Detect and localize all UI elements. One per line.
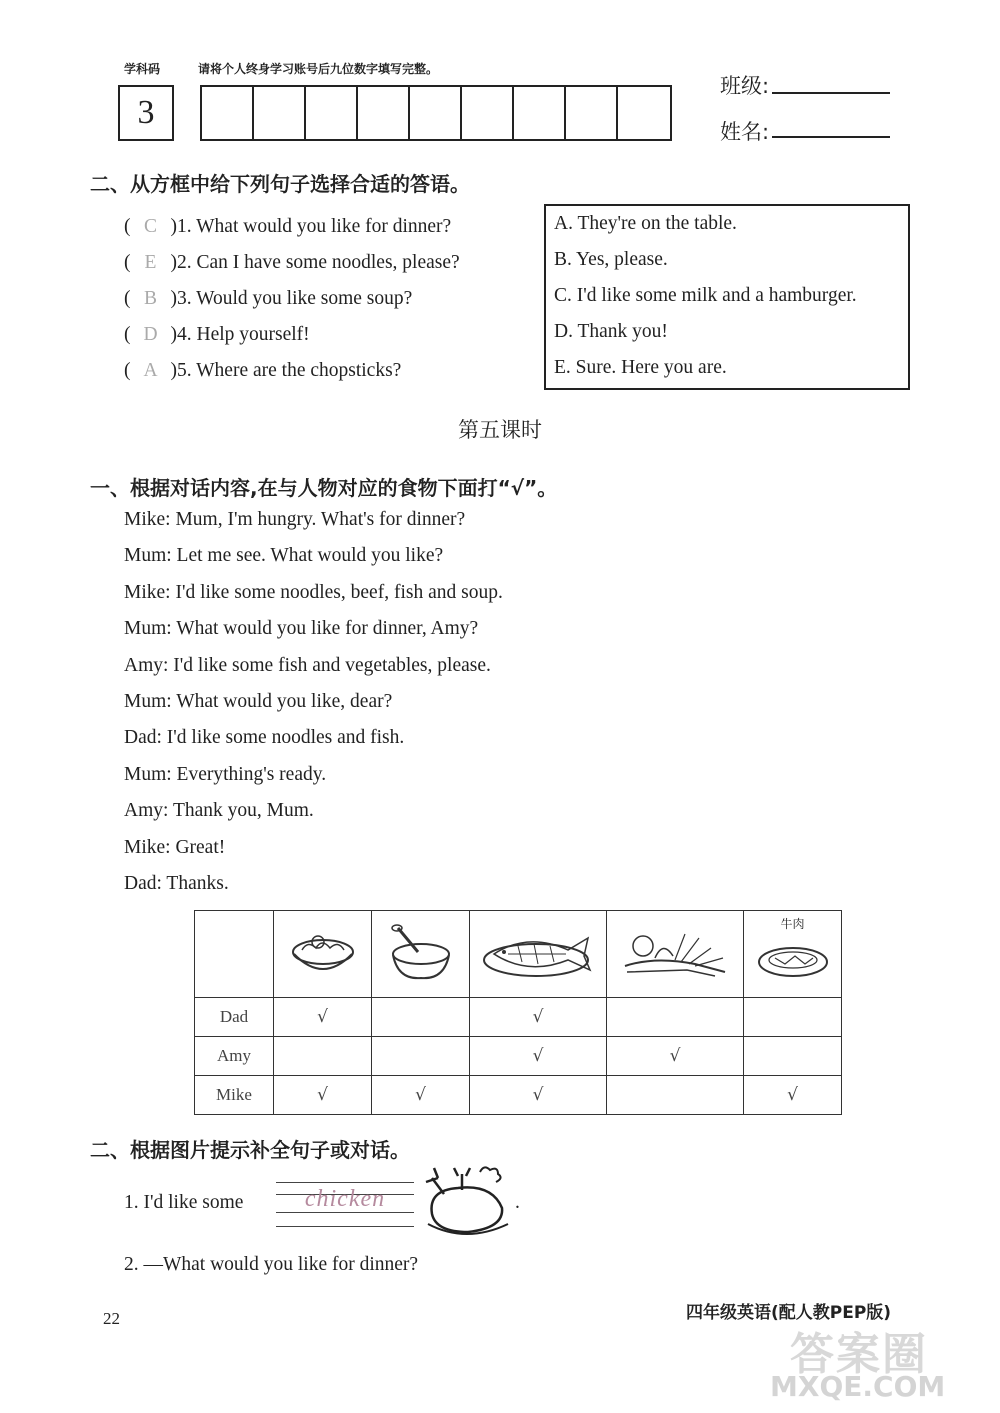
option-c: C. I'd like some milk and a hamburger. xyxy=(554,285,857,306)
option-d: D. Thank you! xyxy=(554,321,668,342)
digit-box[interactable] xyxy=(462,87,514,139)
digit-box[interactable] xyxy=(358,87,410,139)
dialog-line: Mum: Let me see. What would you like? xyxy=(124,545,444,567)
question-text: )3. Would you like some soup? xyxy=(170,288,413,309)
table-row xyxy=(195,1037,842,1076)
dialog-line: Dad: I'd like some noodles and fish. xyxy=(124,727,405,749)
dialog-line: Dad: Thanks. xyxy=(124,872,229,894)
corner-cell xyxy=(195,911,274,998)
mark-cell[interactable]: √ xyxy=(744,1076,842,1115)
section-title-match: 二、从方框中给下列句子选择合适的答语。 xyxy=(90,172,470,196)
digit-box[interactable] xyxy=(618,87,670,139)
account-digit-boxes xyxy=(200,85,672,141)
q1-suffix: . xyxy=(515,1192,520,1213)
mark-cell[interactable] xyxy=(372,998,470,1037)
book-title: 四年级英语(配人教PEP版) xyxy=(686,1303,892,1323)
person-cell: Mike xyxy=(195,1076,274,1115)
dialog-line: Mum: Everything's ready. xyxy=(124,763,327,785)
dialog-line: Mike: Mum, I'm hungry. What's for dinner? xyxy=(124,509,466,530)
vegetables-icon xyxy=(615,920,735,984)
dialog-line: Mike: I'd like some noodles, beef, fish and soup. xyxy=(124,581,503,603)
mark-cell[interactable] xyxy=(744,1037,842,1076)
question-text: )5. Where are the chopsticks? xyxy=(170,360,402,381)
digit-box[interactable] xyxy=(514,87,566,139)
fish-picture-cell xyxy=(470,911,607,998)
soup-picture-cell xyxy=(372,911,470,998)
page-number: 22 xyxy=(103,1309,120,1328)
question-text: )2. Can I have some noodles, please? xyxy=(170,252,460,273)
watermark-logo: 答案圈 xyxy=(790,1329,928,1380)
mark-cell[interactable]: √ xyxy=(372,1076,470,1115)
beef-icon xyxy=(755,934,831,984)
subject-code-box: 3 xyxy=(118,85,174,141)
match-question: ( A )5. Where are the chopsticks? xyxy=(124,356,460,386)
section-title-dialog: 一、根据对话内容,在与人物对应的食物下面打“√”。 xyxy=(90,476,558,500)
options-box xyxy=(544,204,910,390)
digit-box[interactable] xyxy=(306,87,358,139)
dialog-line: Mum: What would you like for dinner, Amy? xyxy=(124,618,479,640)
mark-cell[interactable]: √ xyxy=(607,1037,744,1076)
class-field[interactable] xyxy=(772,92,890,94)
answer-slot[interactable]: E xyxy=(144,252,157,273)
match-question-list xyxy=(124,212,460,386)
dialog-line: Mike: Great! xyxy=(124,836,226,858)
mark-cell[interactable]: √ xyxy=(274,998,372,1037)
option-e: E. Sure. Here you are. xyxy=(554,357,727,378)
match-question: ( B )3. Would you like some soup? xyxy=(124,284,460,314)
mark-cell[interactable] xyxy=(607,998,744,1037)
person-cell: Dad xyxy=(195,998,274,1037)
name-field[interactable] xyxy=(772,136,890,138)
beef-label: 牛肉 xyxy=(780,917,805,931)
digit-box[interactable] xyxy=(254,87,306,139)
noodles-icon xyxy=(288,922,358,982)
q1-answer-lines[interactable] xyxy=(276,1180,414,1228)
mark-cell[interactable]: √ xyxy=(470,1037,607,1076)
mark-cell[interactable]: √ xyxy=(470,1076,607,1115)
q1-prefix: 1. I'd like some xyxy=(124,1192,244,1213)
option-a: A. They're on the table. xyxy=(554,213,737,234)
digit-box[interactable] xyxy=(566,87,618,139)
match-question: ( E )2. Can I have some noodles, please? xyxy=(124,248,460,278)
noodles-picture-cell xyxy=(274,911,372,998)
class-label: 班级: xyxy=(720,74,770,98)
table-row xyxy=(195,998,842,1037)
digit-box[interactable] xyxy=(410,87,462,139)
section-title-complete: 二、根据图片提示补全句子或对话。 xyxy=(90,1138,410,1162)
mark-cell[interactable] xyxy=(372,1037,470,1076)
watermark-url: MXQE.COM xyxy=(770,1370,946,1403)
subject-code-label: 学科码 xyxy=(124,62,161,76)
mark-cell[interactable] xyxy=(744,998,842,1037)
q2-text: 2. —What would you like for dinner? xyxy=(124,1254,419,1275)
match-question: ( C )1. What would you like for dinner? xyxy=(124,212,460,242)
mark-cell[interactable]: √ xyxy=(274,1076,372,1115)
question-text: )1. What would you like for dinner? xyxy=(170,216,452,237)
dialog-line: Mum: What would you like, dear? xyxy=(124,690,393,712)
name-label: 姓名: xyxy=(720,120,770,144)
answer-slot[interactable]: C xyxy=(143,216,157,237)
dialog xyxy=(124,506,503,906)
table-row xyxy=(195,1076,842,1115)
fish-icon xyxy=(478,920,598,984)
soup-icon xyxy=(386,922,456,982)
match-question: ( D )4. Help yourself! xyxy=(124,320,460,350)
person-cell: Amy xyxy=(195,1037,274,1076)
food-table xyxy=(194,910,842,1115)
dialog-line: Amy: I'd like some fish and vegetables, please. xyxy=(124,654,491,676)
q1-answer: chicken xyxy=(304,1186,386,1212)
dialog-line: Amy: Thank you, Mum. xyxy=(124,800,314,822)
beef-picture-cell xyxy=(744,911,842,998)
lesson-title: 第五课时 xyxy=(458,418,542,442)
account-instruction: 请将个人终身学习账号后九位数字填写完整。 xyxy=(198,62,439,76)
vegetables-picture-cell xyxy=(607,911,744,998)
mark-cell[interactable]: √ xyxy=(470,998,607,1037)
mark-cell[interactable] xyxy=(274,1037,372,1076)
question-text: )4. Help yourself! xyxy=(170,324,310,345)
digit-box[interactable] xyxy=(202,87,254,139)
answer-slot[interactable]: B xyxy=(143,288,157,309)
mark-cell[interactable] xyxy=(607,1076,744,1115)
option-b: B. Yes, please. xyxy=(554,249,668,270)
answer-slot[interactable]: A xyxy=(143,360,158,381)
roast-chicken-icon xyxy=(418,1164,514,1240)
answer-slot[interactable]: D xyxy=(143,324,158,345)
